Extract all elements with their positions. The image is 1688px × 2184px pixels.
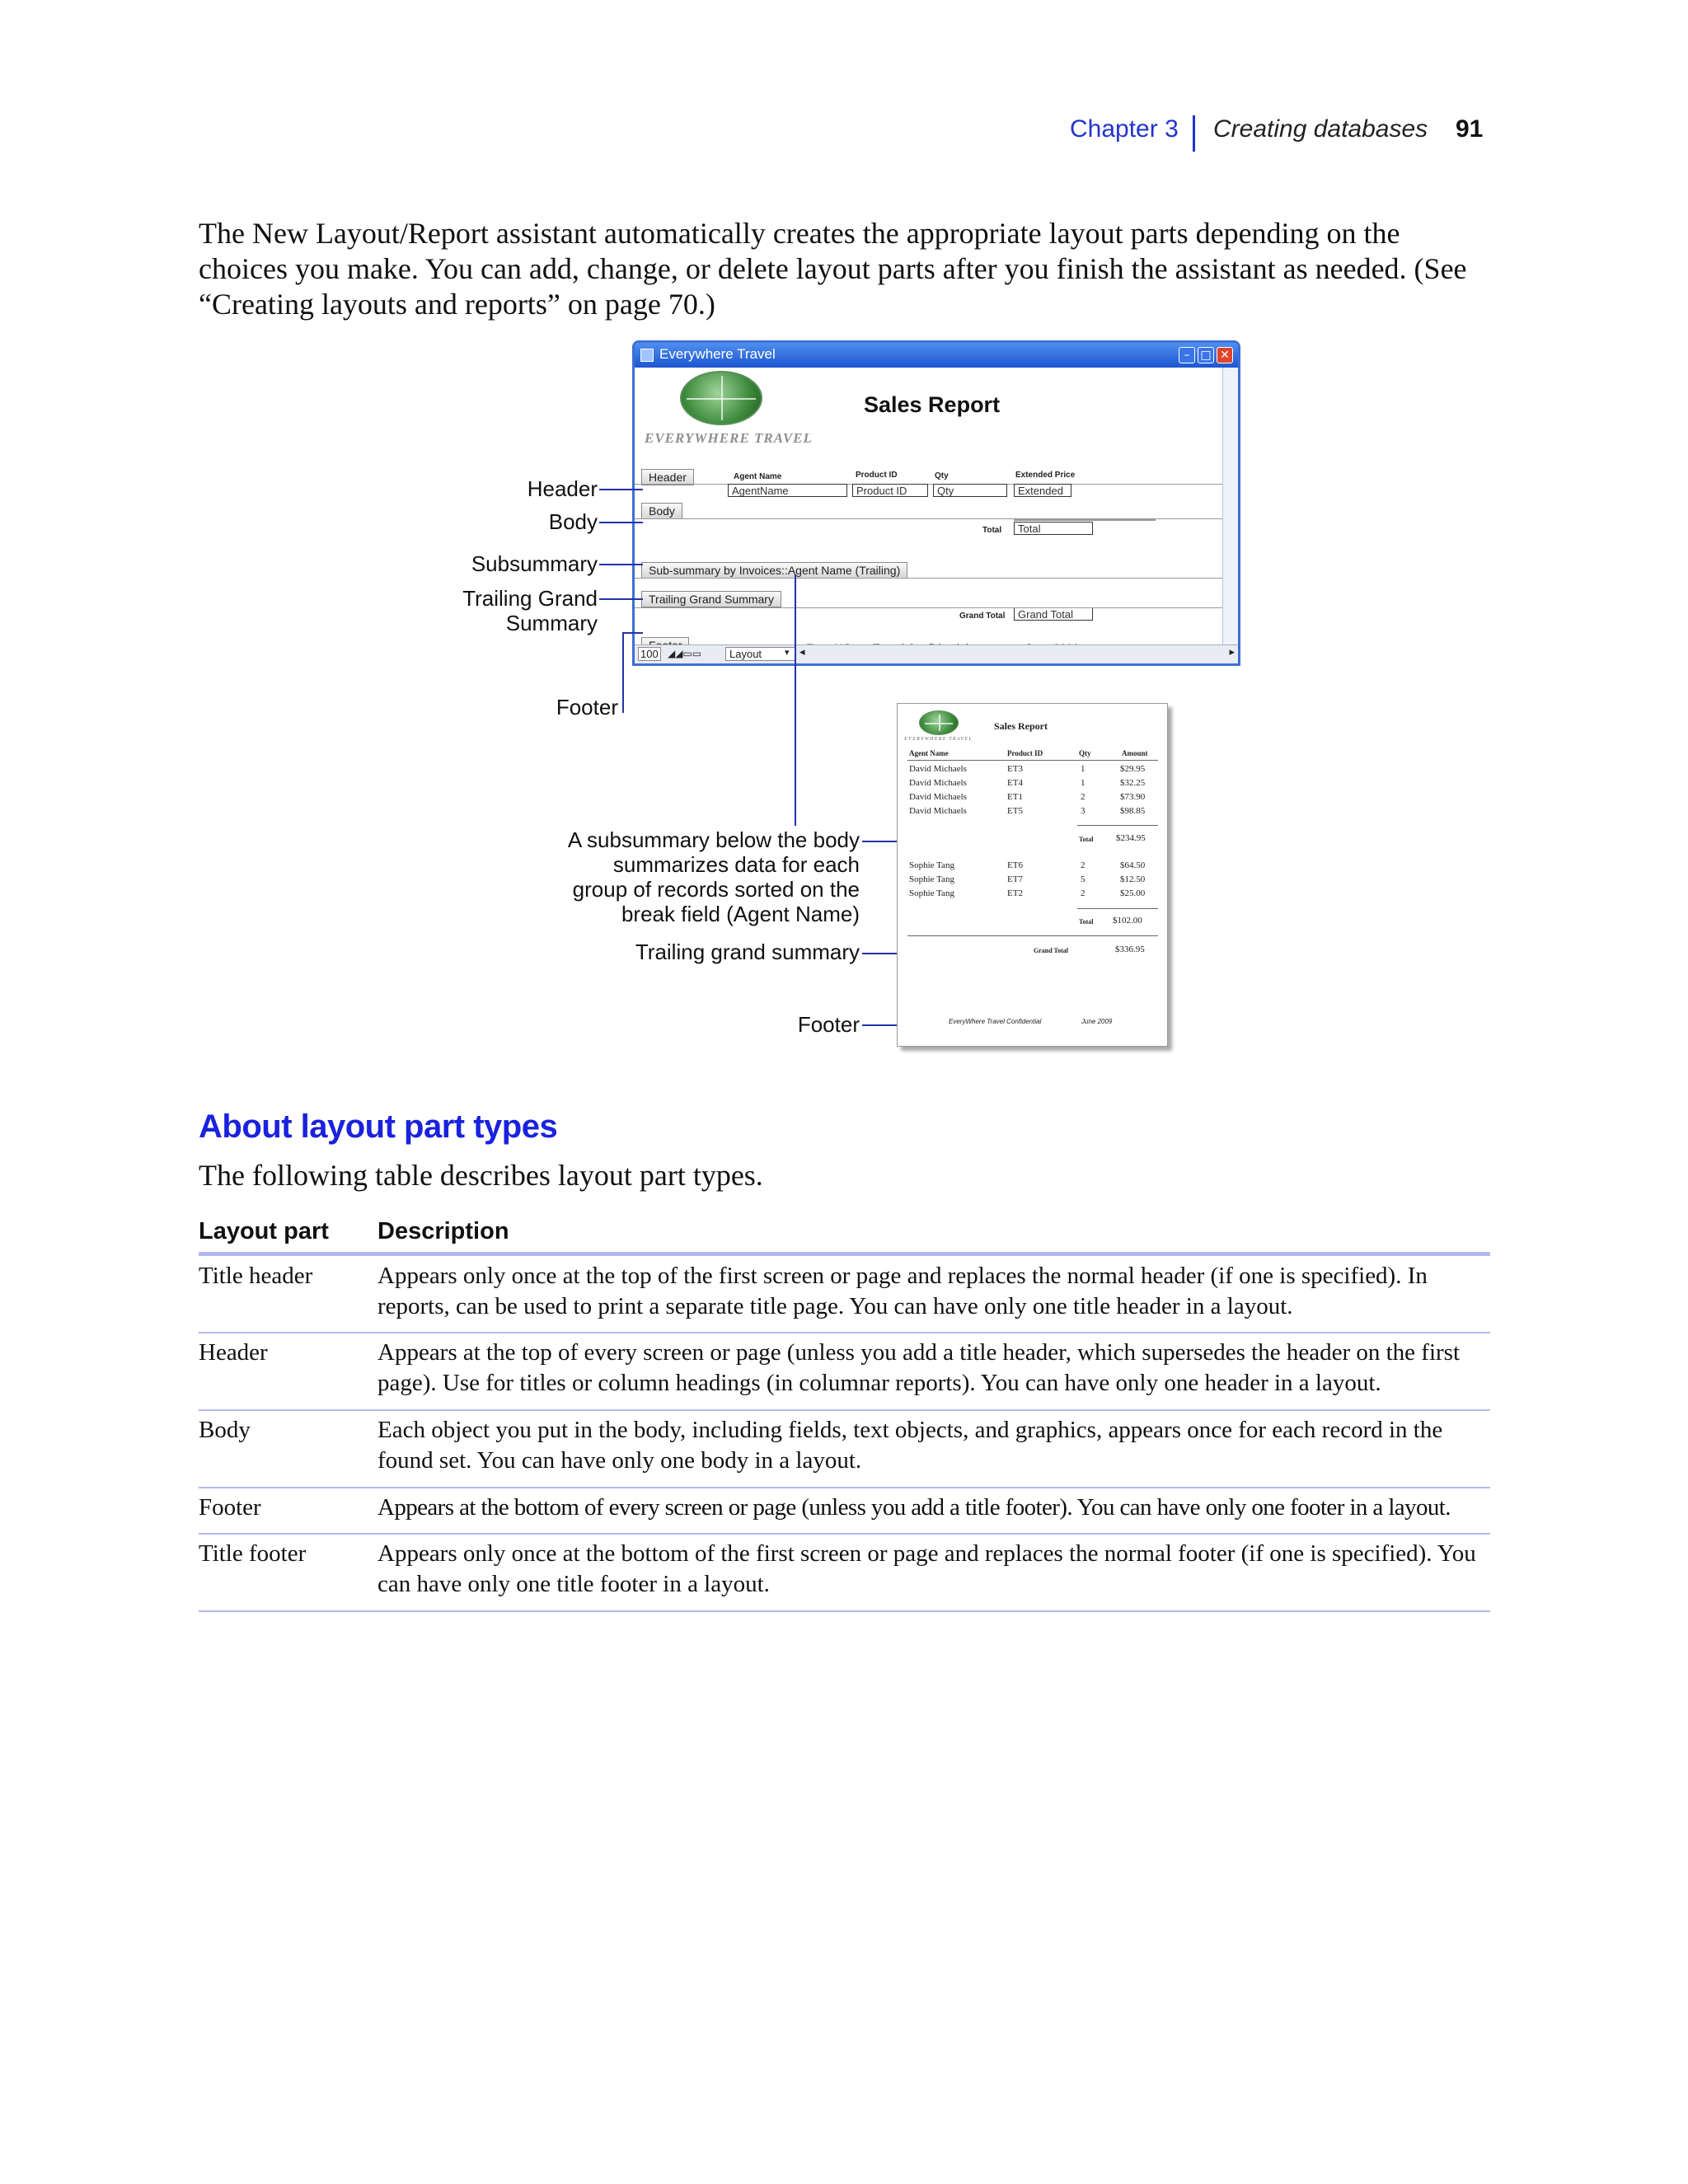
report-col-qty: Qty [1079, 749, 1091, 757]
report-cell: $73.90 [1120, 792, 1146, 802]
report-cell: ET2 [1007, 888, 1023, 898]
callout-header: Header [527, 476, 598, 501]
subtotal-value: $102.00 [1113, 916, 1142, 926]
table-cell-description: Appears only once at the bottom of the first screen or page and replaces the normal footer (if one is specified). You can have only one title footer in a layout. [377, 1540, 1476, 1597]
page-number: 91 [1456, 115, 1484, 143]
grand-total-value: $336.95 [1115, 944, 1145, 954]
field-extended[interactable]: Extended [1014, 484, 1071, 497]
callout-footer: Footer [556, 695, 618, 719]
report-cell: ET4 [1007, 778, 1023, 788]
table-cell-part: Footer [199, 1494, 261, 1521]
report-cell: $29.95 [1120, 764, 1146, 774]
running-header-section: Creating databases [1213, 115, 1428, 143]
report-title: Sales Report [994, 720, 1048, 732]
report-col-amount: Amount [1122, 749, 1148, 757]
part-tab-body[interactable]: Body [641, 503, 682, 519]
part-boundary [635, 484, 1223, 485]
chevron-down-icon[interactable]: ▾ [785, 648, 790, 658]
callout-body: Body [548, 509, 598, 534]
subtotal-label: Total [1079, 918, 1094, 926]
total-label: Total [982, 526, 1002, 535]
total-rule [1014, 519, 1156, 521]
globe-logo-icon [919, 710, 959, 735]
section-heading: About layout part types [199, 1108, 558, 1145]
report-cell: 3 [1081, 806, 1085, 816]
column-heading-product: Product ID [856, 471, 898, 480]
table-row: David Michaels [909, 764, 967, 774]
running-header-chapter: Chapter 3 [1070, 115, 1179, 143]
zoom-level[interactable]: 100 [638, 647, 661, 661]
table-header-rule [199, 1252, 1490, 1256]
layout-window-screenshot [632, 340, 1240, 666]
field-total[interactable]: Total [1014, 522, 1093, 535]
leader-line [795, 574, 796, 826]
part-boundary [635, 607, 1223, 608]
window-title-bar [635, 343, 1238, 368]
leader-line [622, 632, 624, 713]
scroll-right-icon[interactable]: ▸ [1229, 646, 1235, 658]
report-cell: ET7 [1007, 874, 1023, 884]
table-cell-description: Appears at the top of every screen or page (unless you add a title header, which supersedes the header on the first page). Use for titles or column headings (in columnar reports). You can have only one header in a layout. [377, 1339, 1461, 1396]
table-header-layout-part: Layout part [199, 1218, 329, 1244]
report-cell: $12.50 [1120, 874, 1146, 884]
table-cell-description: Each object you put in the body, including fields, text objects, and graphics, appears once for each record in the found set. You can have only one body in a layout. [377, 1417, 1443, 1474]
report-cell: David Michaels [909, 778, 967, 788]
report-footer-date: June 2009 [1081, 1018, 1113, 1025]
callout-footer-report: Footer [797, 1012, 860, 1037]
leader-line [622, 632, 643, 634]
part-boundary [635, 578, 1223, 579]
vertical-scrollbar[interactable] [1222, 368, 1238, 645]
report-cell: 2 [1081, 860, 1085, 870]
report-cell: ET6 [1007, 860, 1023, 870]
column-heading-qty: Qty [935, 471, 949, 480]
leader-line [599, 564, 643, 565]
table-cell-part: Header [199, 1339, 268, 1366]
field-grand-total[interactable]: Grand Total [1014, 607, 1093, 621]
report-cell: David Michaels [909, 806, 967, 816]
running-header-divider [1193, 115, 1195, 152]
callout-subsummary-below-1: A subsummary below the body [567, 827, 860, 852]
table-row-divider [199, 1533, 1490, 1535]
report-cell: $32.25 [1120, 778, 1146, 788]
callout-subsummary-below-4: break field (Agent Name) [621, 902, 860, 926]
report-cell: 2 [1081, 888, 1085, 898]
report-cell: ET1 [1007, 792, 1023, 802]
app-icon [640, 349, 654, 362]
subtotal-rule [1077, 825, 1158, 826]
table-header-description: Description [377, 1218, 509, 1244]
leader-line [599, 522, 643, 523]
column-heading-agent: Agent Name [734, 472, 782, 481]
report-cell: ET3 [1007, 764, 1023, 774]
close-icon[interactable]: ✕ [1217, 347, 1233, 363]
table-row-divider [199, 1332, 1490, 1333]
report-cell: ET5 [1007, 806, 1023, 816]
maximize-icon[interactable]: □ [1198, 347, 1214, 363]
table-cell-part: Title footer [199, 1540, 307, 1567]
printed-report-preview [897, 703, 1168, 1047]
callout-trailing-grand-summary: Trailing grand summary [635, 940, 860, 964]
report-cell: $64.50 [1120, 860, 1146, 870]
table-cell-part: Body [199, 1417, 251, 1443]
table-row-divider [199, 1487, 1490, 1488]
report-cell: 5 [1081, 874, 1085, 884]
brand-logo-text: EVERYWHERE TRAVEL [645, 430, 813, 446]
table-cell-description: Appears only once at the top of the first screen or page and replaces the normal header (if one is specified). In reports, can be used to print a separate title page. You can have only one title header in a layout. [377, 1263, 1428, 1319]
part-tab-subsummary[interactable]: Sub-summary by Invoices::Agent Name (Trailing) [641, 562, 907, 579]
table-cell-description: Appears at the bottom of every screen or page (unless you add a title footer). You can have only one footer in a layout. [377, 1494, 1451, 1521]
field-product-id[interactable]: Product ID [852, 484, 928, 497]
field-agent-name[interactable]: AgentName [728, 484, 847, 497]
callout-trailing-grand-2: Summary [505, 611, 598, 635]
subtotal-rule [1077, 908, 1158, 909]
globe-logo-icon [680, 371, 762, 425]
leader-line [599, 489, 643, 490]
report-footer-text: EveryWhere Travel Confidential [949, 1018, 1042, 1025]
table-bottom-rule [199, 1610, 1490, 1612]
report-cell: Sophie Tang [909, 888, 954, 898]
grand-total-rule [907, 935, 1158, 936]
report-cell: 1 [1081, 764, 1085, 774]
zoom-controls-icon[interactable]: ◢◢▭▭ [668, 648, 702, 659]
report-cell: Sophie Tang [909, 874, 954, 884]
subtotal-label: Total [1079, 836, 1094, 843]
scroll-left-icon[interactable]: ◂ [799, 646, 805, 658]
window-title: Everywhere Travel [659, 346, 776, 362]
report-col-agent: Agent Name [909, 749, 949, 757]
field-qty[interactable]: Qty [933, 484, 1007, 497]
callout-trailing-grand-1: Trailing Grand [462, 586, 598, 611]
section-lead: The following table describes layout part types. [199, 1159, 763, 1192]
report-cell: 1 [1081, 778, 1085, 788]
part-tab-trailing-grand-summary[interactable]: Trailing Grand Summary [641, 591, 781, 607]
mode-selector[interactable]: Layout [725, 647, 796, 661]
report-cell: Sophie Tang [909, 860, 954, 870]
leader-line [599, 598, 643, 600]
status-bar [635, 644, 1238, 663]
layout-report-title: Sales Report [864, 392, 1001, 417]
callout-subsummary-below-3: group of records sorted on the [572, 877, 860, 902]
intro-paragraph: The New Layout/Report assistant automatically creates the appropriate layout parts depending on the choices you make. You can add, change, or delete layout parts after you finish the assistant as needed. (See “Creating layouts and reports” on page 70.) [199, 217, 1467, 321]
grand-total-label: Grand Total [1034, 947, 1069, 954]
part-tab-header[interactable]: Header [641, 469, 694, 485]
table-cell-part: Title header [199, 1263, 313, 1289]
callout-subsummary: Subsummary [471, 551, 598, 576]
report-cell: $98.85 [1120, 806, 1146, 816]
table-row-divider [199, 1409, 1490, 1411]
report-cell: 2 [1081, 792, 1085, 802]
subtotal-value: $234.95 [1116, 833, 1146, 843]
grand-total-label: Grand Total [959, 612, 1006, 621]
column-heading-extended: Extended Price [1015, 471, 1076, 480]
callout-subsummary-below-2: summarizes data for each [612, 852, 860, 877]
layout-canvas [635, 368, 1238, 663]
report-cell: $25.00 [1120, 888, 1146, 898]
minimize-icon[interactable]: – [1179, 347, 1195, 363]
brand-logo-text: EVERYWHERE TRAVEL [904, 737, 973, 742]
report-header-rule [907, 760, 1158, 761]
report-cell: David Michaels [909, 792, 967, 802]
report-col-product: Product ID [1007, 749, 1043, 757]
